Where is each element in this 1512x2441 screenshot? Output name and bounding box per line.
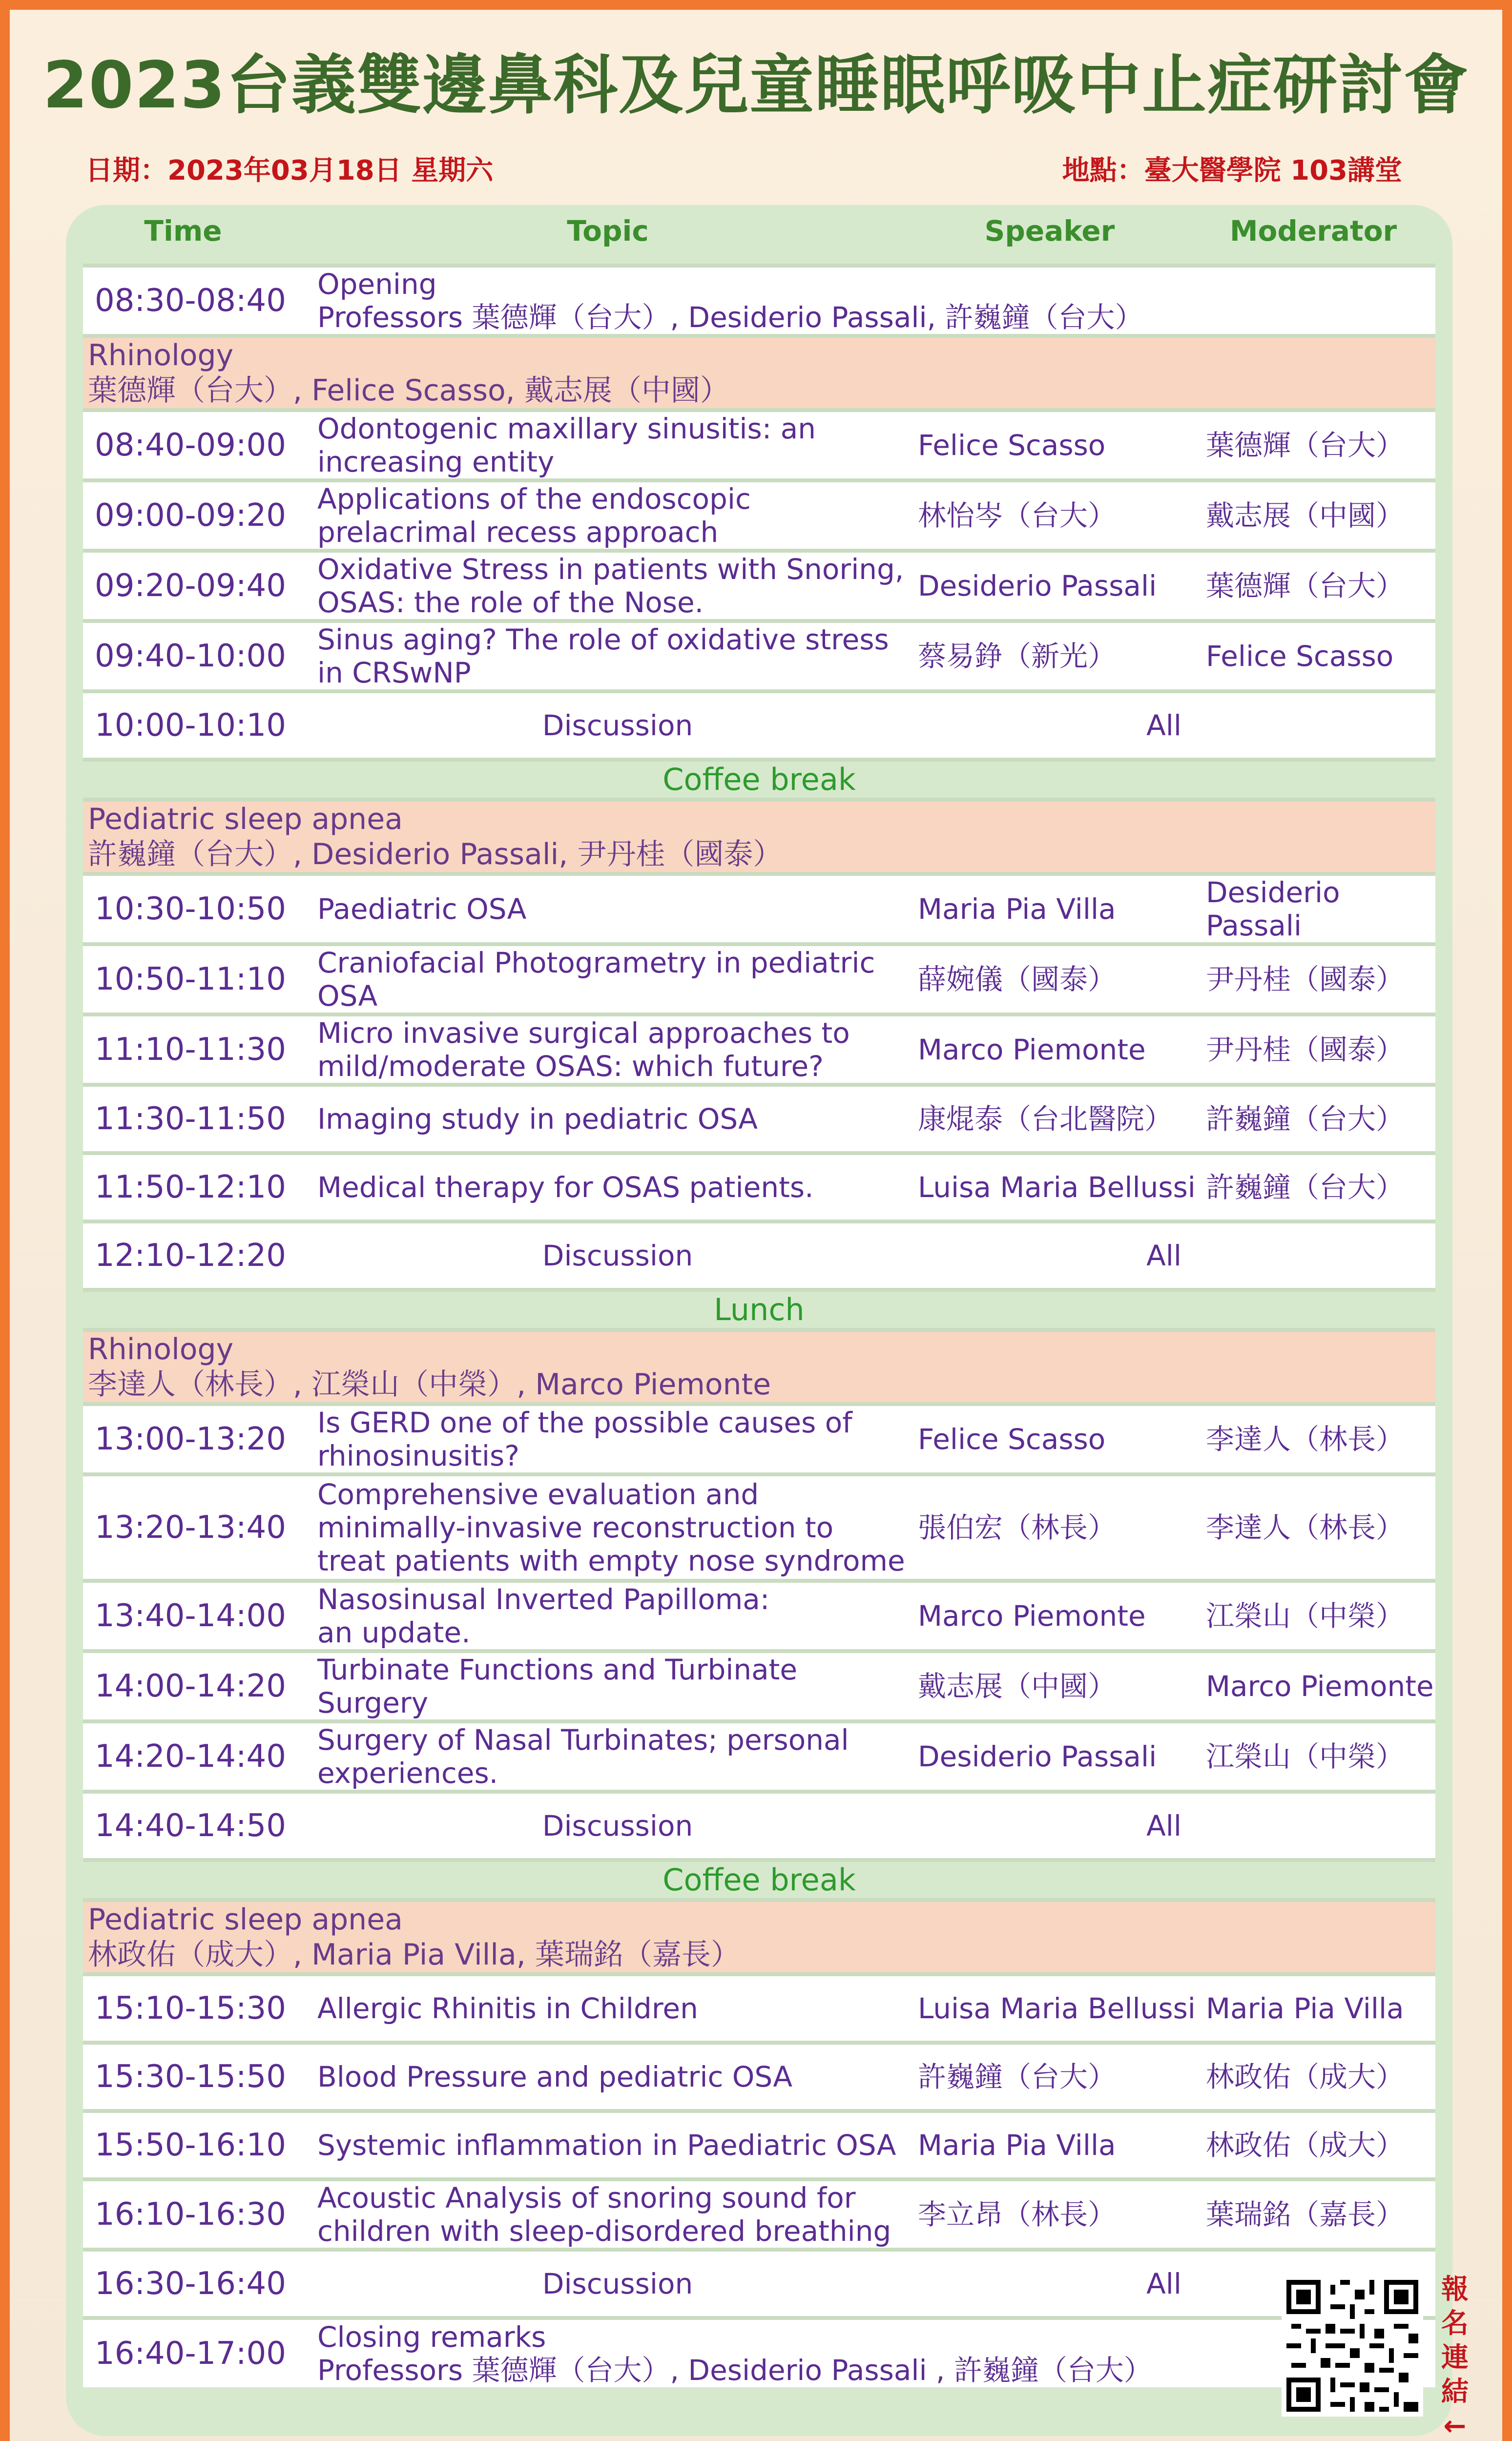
- session-title: Rhinology 葉德輝（台大）, Felice Scasso, 戴志展（中國）: [83, 336, 1435, 410]
- session-time: 09:20-09:40: [83, 551, 317, 621]
- discussion-all: All: [918, 691, 1435, 760]
- session-moderator: 尹丹桂（國泰）: [1206, 1014, 1435, 1085]
- table-row: [83, 621, 1435, 691]
- session-time: 09:00-09:20: [83, 480, 317, 551]
- break-row: [83, 1290, 1435, 1330]
- session-topic: Opening Professors 葉德輝（台大）, Desiderio Passali, 許巍鐘（台大）: [317, 266, 1435, 336]
- session-topic: Odontogenic maxillary sinusitis: an increasing entity: [317, 410, 918, 480]
- session-header-row: [83, 1900, 1435, 1974]
- table-row: [83, 1085, 1435, 1153]
- session-speaker: Desiderio Passali: [918, 1721, 1206, 1792]
- session-topic: Micro invasive surgical approaches to mild/moderate OSAS: which future?: [317, 1014, 918, 1085]
- registration-qr-code[interactable]: [1282, 2275, 1423, 2417]
- session-time: 09:40-10:00: [83, 621, 317, 691]
- discussion-row: [83, 2250, 1435, 2318]
- table-row: [83, 410, 1435, 480]
- schedule-table: [83, 264, 1435, 2387]
- discussion-row: [83, 1792, 1435, 1860]
- table-row: [83, 944, 1435, 1014]
- session-time: 15:30-15:50: [83, 2043, 317, 2111]
- landmark-skyline-illustration: [0, 2431, 1512, 2441]
- table-row: [83, 2043, 1435, 2111]
- session-topic: Comprehensive evaluation and minimally-invasive reconstruction to treat patients with empty nose syndrome: [317, 1474, 918, 1581]
- registration-link-label[interactable]: 報 名 連 結 ←: [1441, 2274, 1469, 2441]
- session-speaker: Marco Piemonte: [918, 1014, 1206, 1085]
- session-speaker: 戴志展（中國）: [918, 1651, 1206, 1721]
- session-moderator: Maria Pia Villa: [1206, 1974, 1435, 2043]
- session-topic: Acoustic Analysis of snoring sound for children with sleep-disordered breathing: [317, 2179, 918, 2250]
- session-speaker: Maria Pia Villa: [918, 874, 1206, 944]
- session-time: 16:10-16:30: [83, 2179, 317, 2250]
- session-moderator: 戴志展（中國）: [1206, 480, 1435, 551]
- session-topic: Nasosinusal Inverted Papilloma: an update.: [317, 1581, 918, 1651]
- discussion-row: [83, 1221, 1435, 1290]
- session-topic: Surgery of Nasal Turbinates; personal experiences.: [317, 1721, 918, 1792]
- session-moderator: 李達人（林長）: [1206, 1404, 1435, 1474]
- table-row: [83, 1014, 1435, 1085]
- session-speaker: Desiderio Passali: [918, 551, 1206, 621]
- session-time: 10:00-10:10: [83, 691, 317, 760]
- break-label: Coffee break: [83, 1860, 1435, 1900]
- session-speaker: 薛婉儀（國泰）: [918, 944, 1206, 1014]
- session-moderator: Marco Piemonte: [1206, 1651, 1435, 1721]
- session-speaker: 張伯宏（林長）: [918, 1474, 1206, 1581]
- session-title: Pediatric sleep apnea 林政佑（成大）, Maria Pia Villa, 葉瑞銘（嘉長）: [83, 1900, 1435, 1974]
- session-moderator: 尹丹桂（國泰）: [1206, 944, 1435, 1014]
- discussion-row: [83, 691, 1435, 760]
- table-row: [83, 2318, 1435, 2387]
- table-row: [83, 1474, 1435, 1581]
- session-moderator: 李達人（林長）: [1206, 1474, 1435, 1581]
- discussion-all: All: [918, 2250, 1435, 2318]
- session-topic: Blood Pressure and pediatric OSA: [317, 2043, 918, 2111]
- table-row: [83, 1404, 1435, 1474]
- session-header-row: [83, 336, 1435, 410]
- session-moderator: 許巍鐘（台大）: [1206, 1085, 1435, 1153]
- session-speaker: Felice Scasso: [918, 1404, 1206, 1474]
- session-time: 10:50-11:10: [83, 944, 317, 1014]
- session-time: 10:30-10:50: [83, 874, 317, 944]
- session-speaker: Luisa Maria Bellussi: [918, 1974, 1206, 2043]
- table-row: [83, 1974, 1435, 2043]
- session-topic: Is GERD one of the possible causes of rhinosinusitis?: [317, 1404, 918, 1474]
- session-topic: Applications of the endoscopic prelacrimal recess approach: [317, 480, 918, 551]
- session-time: 14:40-14:50: [83, 1792, 317, 1860]
- session-topic: Medical therapy for OSAS patients.: [317, 1153, 918, 1221]
- table-row: [83, 1721, 1435, 1792]
- header-speaker: Speaker: [984, 214, 1115, 248]
- table-row: [83, 1581, 1435, 1651]
- session-header-row: [83, 800, 1435, 874]
- discussion-label: Discussion: [317, 2250, 918, 2318]
- break-label: Coffee break: [83, 760, 1435, 800]
- session-speaker: 康焜泰（台北醫院）: [918, 1085, 1206, 1153]
- discussion-all: All: [918, 1221, 1435, 1290]
- session-moderator: Desiderio Passali: [1206, 874, 1435, 944]
- session-time: 11:10-11:30: [83, 1014, 317, 1085]
- session-moderator: 林政佑（成大）: [1206, 2111, 1435, 2179]
- session-moderator: 葉德輝（台大）: [1206, 410, 1435, 480]
- session-topic: Closing remarks Professors 葉德輝（台大）, Desiderio Passali , 許巍鐘（台大）: [317, 2318, 1435, 2387]
- session-time: 12:10-12:20: [83, 1221, 317, 1290]
- break-row: [83, 760, 1435, 800]
- session-topic: Allergic Rhinitis in Children: [317, 1974, 918, 2043]
- session-speaker: 林怡岑（台大）: [918, 480, 1206, 551]
- session-time: 13:40-14:00: [83, 1581, 317, 1651]
- break-row: [83, 1860, 1435, 1900]
- event-venue: 地點：臺大醫學院 103講堂: [1062, 155, 1402, 186]
- session-topic: Oxidative Stress in patients with Snoring, OSAS: the role of the Nose.: [317, 551, 918, 621]
- session-time: 11:30-11:50: [83, 1085, 317, 1153]
- session-moderator: 葉德輝（台大）: [1206, 551, 1435, 621]
- session-moderator: Felice Scasso: [1206, 621, 1435, 691]
- session-time: 15:10-15:30: [83, 1974, 317, 2043]
- table-row: [83, 1153, 1435, 1221]
- header-time: Time: [144, 214, 222, 248]
- session-moderator: 江榮山（中榮）: [1206, 1581, 1435, 1651]
- session-time: 16:30-16:40: [83, 2250, 317, 2318]
- session-speaker: Marco Piemonte: [918, 1581, 1206, 1651]
- table-row: [83, 266, 1435, 336]
- session-speaker: Luisa Maria Bellussi: [918, 1153, 1206, 1221]
- table-row: [83, 551, 1435, 621]
- session-moderator: 江榮山（中榮）: [1206, 1721, 1435, 1792]
- session-time: 13:00-13:20: [83, 1404, 317, 1474]
- session-moderator: 葉瑞銘（嘉長）: [1206, 2179, 1435, 2250]
- header-moderator: Moderator: [1229, 214, 1397, 248]
- table-row: [83, 1651, 1435, 1721]
- session-time: 14:00-14:20: [83, 1651, 317, 1721]
- discussion-label: Discussion: [317, 1221, 918, 1290]
- session-time: 08:40-09:00: [83, 410, 317, 480]
- session-time: 15:50-16:10: [83, 2111, 317, 2179]
- session-time: 11:50-12:10: [83, 1153, 317, 1221]
- session-speaker: 許巍鐘（台大）: [918, 2043, 1206, 2111]
- session-time: 08:30-08:40: [83, 266, 317, 336]
- session-speaker: 李立昂（林長）: [918, 2179, 1206, 2250]
- table-row: [83, 480, 1435, 551]
- session-title: Rhinology 李達人（林長）, 江榮山（中榮）, Marco Piemonte: [83, 1330, 1435, 1404]
- session-speaker: Felice Scasso: [918, 410, 1206, 480]
- session-topic: Turbinate Functions and Turbinate Surgery: [317, 1651, 918, 1721]
- discussion-label: Discussion: [317, 691, 918, 760]
- session-topic: Paediatric OSA: [317, 874, 918, 944]
- session-time: 16:40-17:00: [83, 2318, 317, 2387]
- table-row: [83, 2111, 1435, 2179]
- session-topic: Imaging study in pediatric OSA: [317, 1085, 918, 1153]
- session-moderator: 許巍鐘（台大）: [1206, 1153, 1435, 1221]
- page-title: 2023台義雙邊鼻科及兒童睡眠呼吸中止症研討會: [42, 48, 1470, 123]
- session-topic: Systemic inflammation in Paediatric OSA: [317, 2111, 918, 2179]
- event-date: 日期：2023年03月18日 星期六: [85, 155, 494, 186]
- discussion-all: All: [918, 1792, 1435, 1860]
- discussion-label: Discussion: [317, 1792, 918, 1860]
- session-speaker: Maria Pia Villa: [918, 2111, 1206, 2179]
- break-label: Lunch: [83, 1290, 1435, 1330]
- session-time: 13:20-13:40: [83, 1474, 317, 1581]
- session-topic: Sinus aging? The role of oxidative stress in CRSwNP: [317, 621, 918, 691]
- session-topic: Craniofacial Photogrametry in pediatric OSA: [317, 944, 918, 1014]
- table-row: [83, 2179, 1435, 2250]
- session-title: Pediatric sleep apnea 許巍鐘（台大）, Desiderio Passali, 尹丹桂（國泰）: [83, 800, 1435, 874]
- session-time: 14:20-14:40: [83, 1721, 317, 1792]
- session-moderator: 林政佑（成大）: [1206, 2043, 1435, 2111]
- session-speaker: 蔡易錚（新光）: [918, 621, 1206, 691]
- table-row: [83, 874, 1435, 944]
- session-header-row: [83, 1330, 1435, 1404]
- header-topic: Topic: [567, 214, 649, 248]
